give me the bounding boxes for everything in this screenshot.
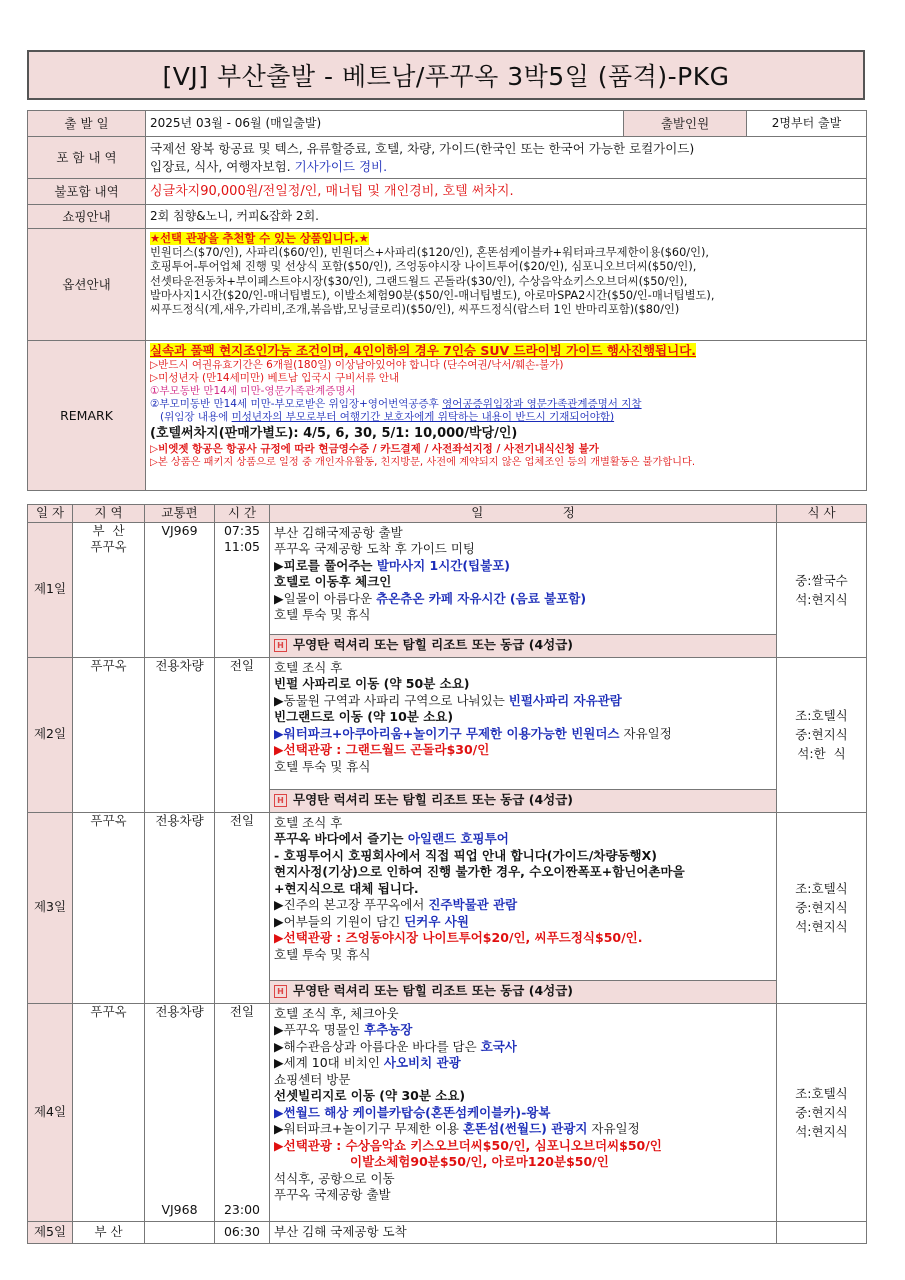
schedule-line: 쇼핑센터 방문 [274,1071,351,1087]
schedule-line [274,1121,772,1138]
schedule-highlight: 딘커우 사원 [404,913,469,929]
hotel-icon: H [274,639,287,652]
schedule-line [274,726,772,743]
info-table [27,110,867,491]
day5-time: 06:30 [215,1221,270,1243]
schedule-text: ▶푸꾸옥 명물인 [274,1022,365,1037]
schedule-line [274,914,772,931]
schedule-line [274,1055,772,1072]
transport-flight: VJ968 [161,1202,198,1217]
day1-schedule [270,522,777,634]
options-line: 호핑투어-투어업체 진행 및 선상식 포함($50/인), 즈엉동야시장 나이트투어($20/인), 심포니오브더씨($50/인), [150,260,697,274]
schedule-line: 호텔 투숙 및 휴식 [274,607,371,622]
schedule-line [274,693,772,710]
options-label: 옵션안내 [28,229,146,341]
day4-transport [145,1003,215,1221]
shopping-value: 2회 침향&노니, 커피&잡화 2회. [146,205,867,229]
hotel-icon: H [274,794,287,807]
schedule-line: - 호핑투어시 호핑회사에서 직접 픽업 안내 합니다(가이드/차량동행X) [274,847,657,863]
header-transport: 교통편 [145,505,215,523]
time-value: 전일 [229,1003,255,1019]
hotel-icon: H [274,985,287,998]
day2-schedule [270,657,777,789]
schedule-text: 자유일정 [587,1121,640,1136]
schedule-line: 호텔로 이동후 체크인 [274,574,392,589]
schedule-line: 푸꾸옥 국제공항 출발 [274,1187,391,1202]
header-schedule: 일 정 [270,505,777,523]
day3-transport: 전용차량 [145,812,215,1003]
day3-meal: 조:호텔식 중:현지식 석:현지식 [777,812,867,1003]
shopping-label: 쇼핑안내 [28,205,146,229]
schedule-line: +현지식으로 대체 됩니다. [274,880,419,896]
remark-content [146,341,867,491]
schedule-line [274,1022,772,1039]
schedule-line: ▶선택관광 : 수상음악쇼 키스오브더씨$50/인, 심포니오브더씨$50/인 [274,1137,662,1153]
options-line: 선셋타운전동차+부이페스트야시장($30/인), 그랜드월드 곤돌라($30/인), 수상음악쇼키스오브더씨($50/인), [150,274,688,288]
people-value: 2명부터 출발 [747,111,867,137]
schedule-line: 호텔 투숙 및 휴식 [274,758,371,774]
schedule-highlight: 호국사 [480,1038,517,1054]
schedule-line [274,558,772,575]
includes-line-1: 국제선 왕복 항공료 및 텍스, 유류할증료, 호텔, 차량, 가이드(한국인 또는 한국어 가능한 로컬가이드) [150,140,695,156]
day1-transport: VJ969 [145,522,215,657]
schedule-line: 호텔 조식 후 [274,814,343,830]
schedule-text: ▶동물원 구역과 사파리 구역으로 나눠있는 [274,692,509,708]
schedule-line: 현지사정(기상)으로 인하여 진행 불가한 경우, 수오이짠폭포+함닌어촌마을 [274,864,685,879]
day3-time: 전일 [215,812,270,1003]
remark-line: ▷비엣젯 항공은 항공사 규정에 따라 현금영수증 / 카드결제 / 사전좌석지정 / 사전기내식신청 불가 [150,443,599,455]
schedule-highlight: 후추농장 [364,1022,413,1037]
day2-region: 푸꾸옥 [73,657,145,812]
schedule-line: 석식후, 공항으로 이동 [274,1170,395,1186]
schedule-line [274,1039,772,1056]
day5-region: 부 산 [73,1221,145,1243]
schedule-highlight: 발마사지 1시간(팁불포) [376,557,510,573]
schedule-line: 푸꾸옥 국제공항 도착 후 가이드 미팅 [274,541,475,556]
transport-value: 전용차량 [155,1003,204,1019]
header-time: 시 간 [215,505,270,523]
options-line: 빈원더스($70/인), 사파리($60/인), 빈원더스+사파리($120/인), 혼똔섬케이블카+워터파크무제한이용($60/인), [150,246,710,260]
schedule-text: ▶피로를 풀어주는 [274,557,377,573]
schedule-line: 호텔 투숙 및 휴식 [274,946,371,962]
schedule-text: 푸꾸옥 바다에서 즐기는 [274,831,408,846]
hotel-name: 무영탄 럭셔리 또는 탐힐 리조트 또는 동급 (4성급) [293,637,574,653]
day2-meal: 조:호텔식 중:현지식 석:한 식 [777,657,867,812]
day1-meal: 중:쌀국수 석:현지식 [777,522,867,657]
options-line: 발마사지1시간($20/인-매너팁별도), 이발소체험90분($50/인-매너팁별도), 아로마SPA2시간($50/인-매너팁별도), [150,288,715,302]
day2-label: 제2일 [28,657,73,812]
remark-label: REMARK [28,341,146,491]
header-region: 지 역 [73,505,145,523]
day2-time: 전일 [215,657,270,812]
options-line: 씨푸드정식(게,새우,가리비,조개,볶음밥,모닝글로리)($50/인), 씨푸드정식(랍스터 1인 반마리포함)($80/인) [150,303,680,317]
remark-line: ▷본 상품은 패키지 상품으로 일정 중 개인자유활동, 친지방문, 사전에 계약되지 않은 업체조인 등의 개별활동은 불가합니다. [150,457,696,468]
remark-line: ▷미성년자 (만14세미만) 베트남 입국시 구비서류 안내 [150,372,400,384]
options-header: ★선택 관광을 추천할 수 있는 상품입니다.★ [150,232,369,245]
remark-line: ②부모미동반 만14세 미만-부모로받은 위임장+영어번역공증후 [150,398,443,410]
schedule-line: 부산 김해국제공항 출발 [274,524,403,540]
schedule-text: ▶해수관음상과 아름다운 바다를 담은 [274,1038,481,1054]
schedule-line: ▶선택관광 : 그랜드월드 곤돌라$30/인 [274,742,490,757]
schedule-highlight: 아일랜드 호핑투어 [407,831,509,846]
schedule-line [274,897,772,914]
schedule-text: ▶어부들의 기원이 담긴 [274,913,405,929]
schedule-highlight: 혼똔섬(썬월드) 관광지 [462,1121,588,1136]
schedule-text: ▶세계 10대 비치인 [274,1055,384,1070]
includes-value [146,137,867,179]
guide-cost-note: 기사가이드 경비. [294,158,388,174]
schedule-line: 빈펄 사파리로 이동 (약 50분 소요) [274,676,470,691]
remark-line: 영어공증위임장과 영문가족관계증명서 지참 [442,398,642,410]
schedule-line: ▶선택관광 : 즈엉동야시장 나이트투어$20/인, 씨푸드정식$50/인. [274,930,643,945]
schedule-highlight: 진주박물관 관람 [428,897,518,912]
schedule-highlight: 사오비치 관광 [383,1055,461,1070]
day2-hotel [270,789,777,812]
hotel-name: 무영탄 럭셔리 또는 탐힐 리조트 또는 동급 (4성급) [293,983,574,999]
day1-label: 제1일 [28,522,73,657]
includes-label: 포 함 내 역 [28,137,146,179]
day4-meal: 조:호텔식 중:현지식 석:현지식 [777,1003,867,1221]
day1-region: 부 산 푸꾸옥 [73,522,145,657]
itinerary-table [27,504,867,1244]
header-day: 일 자 [28,505,73,523]
hotel-name: 무영탄 럭셔리 또는 탐힐 리조트 또는 동급 (4성급) [293,792,574,808]
schedule-text: ▶워터파크+놀이기구 무제한 이용 [274,1121,463,1136]
schedule-line [274,831,772,848]
remark-line: 미성년자의 부모로부터 여행기간 보호자에게 위탁하는 내용이 반드시 기재되어야함) [231,411,615,423]
day2-transport: 전용차량 [145,657,215,812]
schedule-line: 호텔 조식 후 [274,659,343,675]
includes-line-2 [150,158,862,176]
day4-schedule [270,1003,777,1221]
hotel-surcharge-note: (호텔써차지(판매가별도): 4/5, 6, 30, 5/1: 10,000/박당/인) [150,426,518,441]
day5-label: 제5일 [28,1221,73,1243]
departure-value: 2025년 03월 - 06월 (매일출발) [146,111,624,137]
departure-label: 출 발 일 [28,111,146,137]
excludes-value: 싱글차지90,000원/전일정/인, 매너팁 및 개인경비, 호텔 써차지. [146,179,867,205]
schedule-line: ▶썬월드 해상 케이블카탑승(혼똔섬케이블카)-왕복 [274,1104,551,1120]
schedule-line: 호텔 조식 후, 체크아웃 [274,1005,399,1021]
day4-time [215,1003,270,1221]
remark-header: 실속과 풀팩 현지조인가능 조건이며, 4인이하의 경우 7인승 SUV 드라이빙 가이드 행사진행됩니다. [150,343,697,358]
day5-meal [777,1221,867,1243]
header-meal: 식 사 [777,505,867,523]
schedule-highlight: 츄온츄온 카페 자유시간 (음료 불포함) [376,590,587,606]
day5-transport [145,1221,215,1243]
day3-label: 제3일 [28,812,73,1003]
schedule-line: 선셋빌리지로 이동 (약 30분 소요) [274,1088,466,1103]
schedule-line: 빈그랜드로 이동 (약 10분 소요) [274,709,454,724]
schedule-highlight: 빈펄사파리 자유관람 [508,692,622,708]
day3-hotel [270,980,777,1003]
remark-line: (위임장 내용에 [160,411,232,423]
options-content [146,229,867,341]
day5-schedule: 부산 김해 국제공항 도착 [270,1221,777,1243]
day1-time: 07:35 11:05 [215,522,270,657]
excludes-label: 불포함 내역 [28,179,146,205]
day3-region: 푸꾸옥 [73,812,145,1003]
page-title: [VJ] 부산출발 - 베트남/푸꾸옥 3박5일 (품격)-PKG [27,50,865,100]
includes-text: 입장료, 식사, 여행자보험. [150,158,295,174]
schedule-text: ▶진주의 본고장 푸꾸옥에서 [274,897,429,912]
schedule-text: ▶일몰이 아름다운 [274,590,377,606]
schedule-highlight: ▶워터파크+아쿠아리움+놀이기구 무제한 이용가능한 빈원더스 [274,725,620,741]
schedule-line: 이발소체험90분$50/인, 아로마120분$50/인 [350,1154,609,1169]
remark-line: ▷반드시 여권유효기간은 6개월(180일) 이상남아있어야 합니다 (단수여권/낙서/훼손-불가) [150,359,564,371]
remark-line: ①부모동반 만14세 미만-영문가족관계증명서 [150,385,356,397]
time-flight: 23:00 [223,1202,261,1217]
schedule-line [274,591,772,608]
day3-schedule [270,812,777,980]
day1-hotel [270,634,777,657]
schedule-text: 자유일정 [619,725,672,741]
day4-region: 푸꾸옥 [73,1003,145,1221]
people-label: 출발인원 [624,111,747,137]
day4-label: 제4일 [28,1003,73,1221]
